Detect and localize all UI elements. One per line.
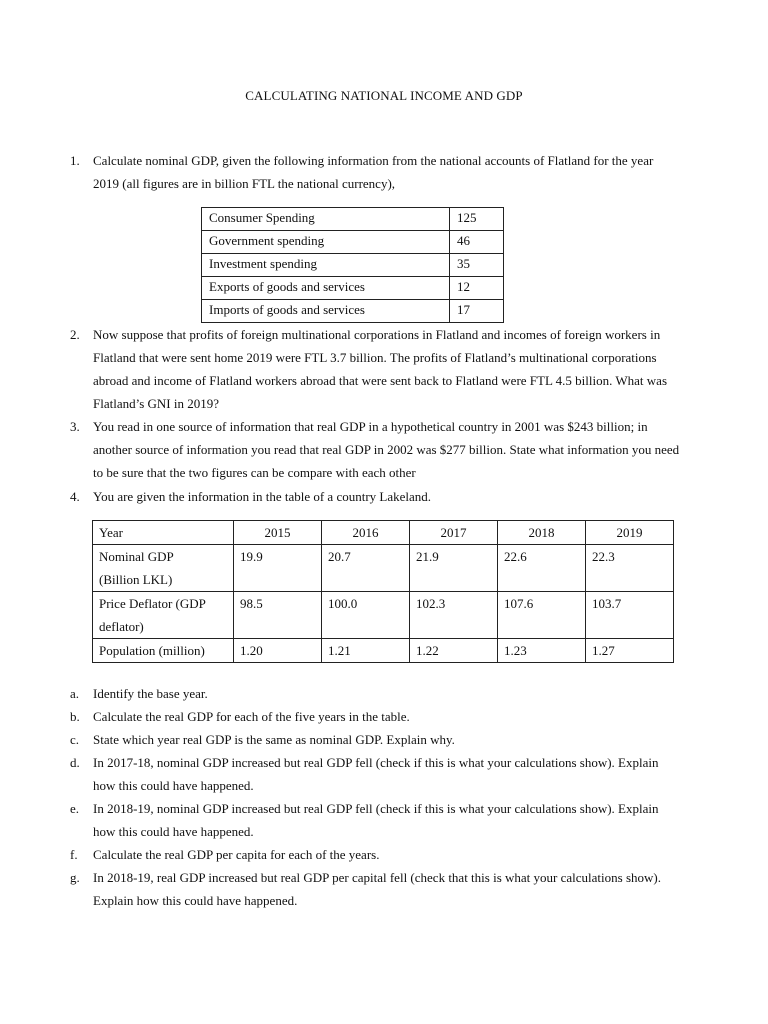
subquestion-c: [70, 728, 680, 751]
subquestion-text: In 2018-19, real GDP increased but real GDP per capital fell (check that this is what your calculations show). Explain how this could have happened.: [93, 870, 661, 908]
table-cell: 102.3: [410, 592, 498, 639]
table-row: [93, 639, 674, 663]
question-number: 3.: [70, 419, 80, 434]
subquestion-letter: a.: [70, 686, 80, 701]
subquestion-letter: g.: [70, 870, 80, 885]
question-2: [70, 323, 680, 415]
table-cell: Imports of goods and services: [202, 300, 450, 323]
table-row: [93, 592, 674, 639]
table-cell: 21.9: [410, 545, 498, 592]
table-cell: 98.5: [234, 592, 322, 639]
table-cell: 1.27: [586, 639, 674, 663]
question-4: [70, 485, 680, 508]
table-cell: Government spending: [202, 231, 450, 254]
subquestion-b: [70, 705, 680, 728]
table-cell: 22.6: [498, 545, 586, 592]
row-label: Population (million): [93, 639, 234, 663]
table-header-row: [93, 521, 674, 545]
table-cell: Investment spending: [202, 254, 450, 277]
table-header-cell: 2016: [322, 521, 410, 545]
subquestion-letter: d.: [70, 755, 80, 770]
table-cell: 35: [450, 254, 504, 277]
table-cell: 22.3: [586, 545, 674, 592]
table-cell: 1.20: [234, 639, 322, 663]
table-header-cell: 2017: [410, 521, 498, 545]
spending-table: [201, 207, 504, 323]
question-number: 1.: [70, 153, 80, 168]
table-cell: 103.7: [586, 592, 674, 639]
subquestion-a: [70, 682, 680, 705]
question-text: Now suppose that profits of foreign multinational corporations in Flatland and incomes of foreign workers in Flatland that were sent home 2019 were FTL 3.7 billion. The profits of Flatland’s multinational corporations abroad and income of Flatland workers abroad that were sent back to Flatland were FTL 4.5 billion. What was Flatland’s GNI in 2019?: [93, 327, 667, 411]
question-number: 4.: [70, 489, 80, 504]
subquestion-text: State which year real GDP is the same as nominal GDP. Explain why.: [93, 732, 455, 747]
subquestion-letter: e.: [70, 801, 80, 816]
question-3: [70, 415, 680, 484]
table-header-cell: Year: [93, 521, 234, 545]
table-row: [93, 545, 674, 592]
table-row: [202, 277, 504, 300]
row-label-line: (Billion LKL): [99, 572, 173, 587]
subquestion-text: Calculate the real GDP per capita for each of the years.: [93, 847, 380, 862]
row-label: [93, 592, 234, 639]
table-row: [202, 254, 504, 277]
table-cell: 20.7: [322, 545, 410, 592]
subquestion-text: Identify the base year.: [93, 686, 208, 701]
table-header-cell: 2019: [586, 521, 674, 545]
subquestion-text: In 2017-18, nominal GDP increased but real GDP fell (check if this is what your calculations show). Explain how this could have happened.: [93, 755, 659, 793]
question-text: Calculate nominal GDP, given the following information from the national accounts of Flatland for the year 2019 (all figures are in billion FTL the national currency),: [93, 153, 654, 191]
question-number: 2.: [70, 327, 80, 342]
subquestion-e: [70, 797, 680, 843]
table-cell: 1.21: [322, 639, 410, 663]
table-cell: 12: [450, 277, 504, 300]
table-cell: 19.9: [234, 545, 322, 592]
subquestion-f: [70, 843, 680, 866]
table-cell: 100.0: [322, 592, 410, 639]
table-row: [202, 208, 504, 231]
subquestion-letter: b.: [70, 709, 80, 724]
question-text: You are given the information in the table of a country Lakeland.: [93, 489, 432, 504]
table-cell: 107.6: [498, 592, 586, 639]
subquestion-d: [70, 751, 680, 797]
subquestion-letter: c.: [70, 732, 80, 747]
row-label-line: Price Deflator (GDP: [99, 596, 206, 611]
table-cell: Exports of goods and services: [202, 277, 450, 300]
question-text: You read in one source of information that real GDP in a hypothetical country in 2001 was $243 billion; in another source of information you read that real GDP in 2002 was $277 billion. State what information you need to be sure that the two figures can be compare with each other: [93, 419, 680, 480]
table-header-cell: 2018: [498, 521, 586, 545]
table-row: [202, 231, 504, 254]
row-label-line: Nominal GDP: [99, 549, 174, 564]
table-cell: 1.23: [498, 639, 586, 663]
table-cell: 17: [450, 300, 504, 323]
subquestion-text: Calculate the real GDP for each of the five years in the table.: [93, 709, 410, 724]
page-title: CALCULATING NATIONAL INCOME AND GDP: [245, 88, 523, 103]
row-label: [93, 545, 234, 592]
table-header-cell: 2015: [234, 521, 322, 545]
subquestion-text: In 2018-19, nominal GDP increased but real GDP fell (check if this is what your calculations show). Explain how this could have happened.: [93, 801, 659, 839]
subquestion-letter: f.: [70, 847, 78, 862]
subquestion-g: [70, 866, 680, 912]
table-cell: 125: [450, 208, 504, 231]
table-cell: 46: [450, 231, 504, 254]
table-cell: 1.22: [410, 639, 498, 663]
table-cell: Consumer Spending: [202, 208, 450, 231]
table-row: [202, 300, 504, 323]
lakeland-table: [92, 520, 674, 663]
row-label-line: deflator): [99, 619, 144, 634]
question-1: [70, 149, 680, 195]
